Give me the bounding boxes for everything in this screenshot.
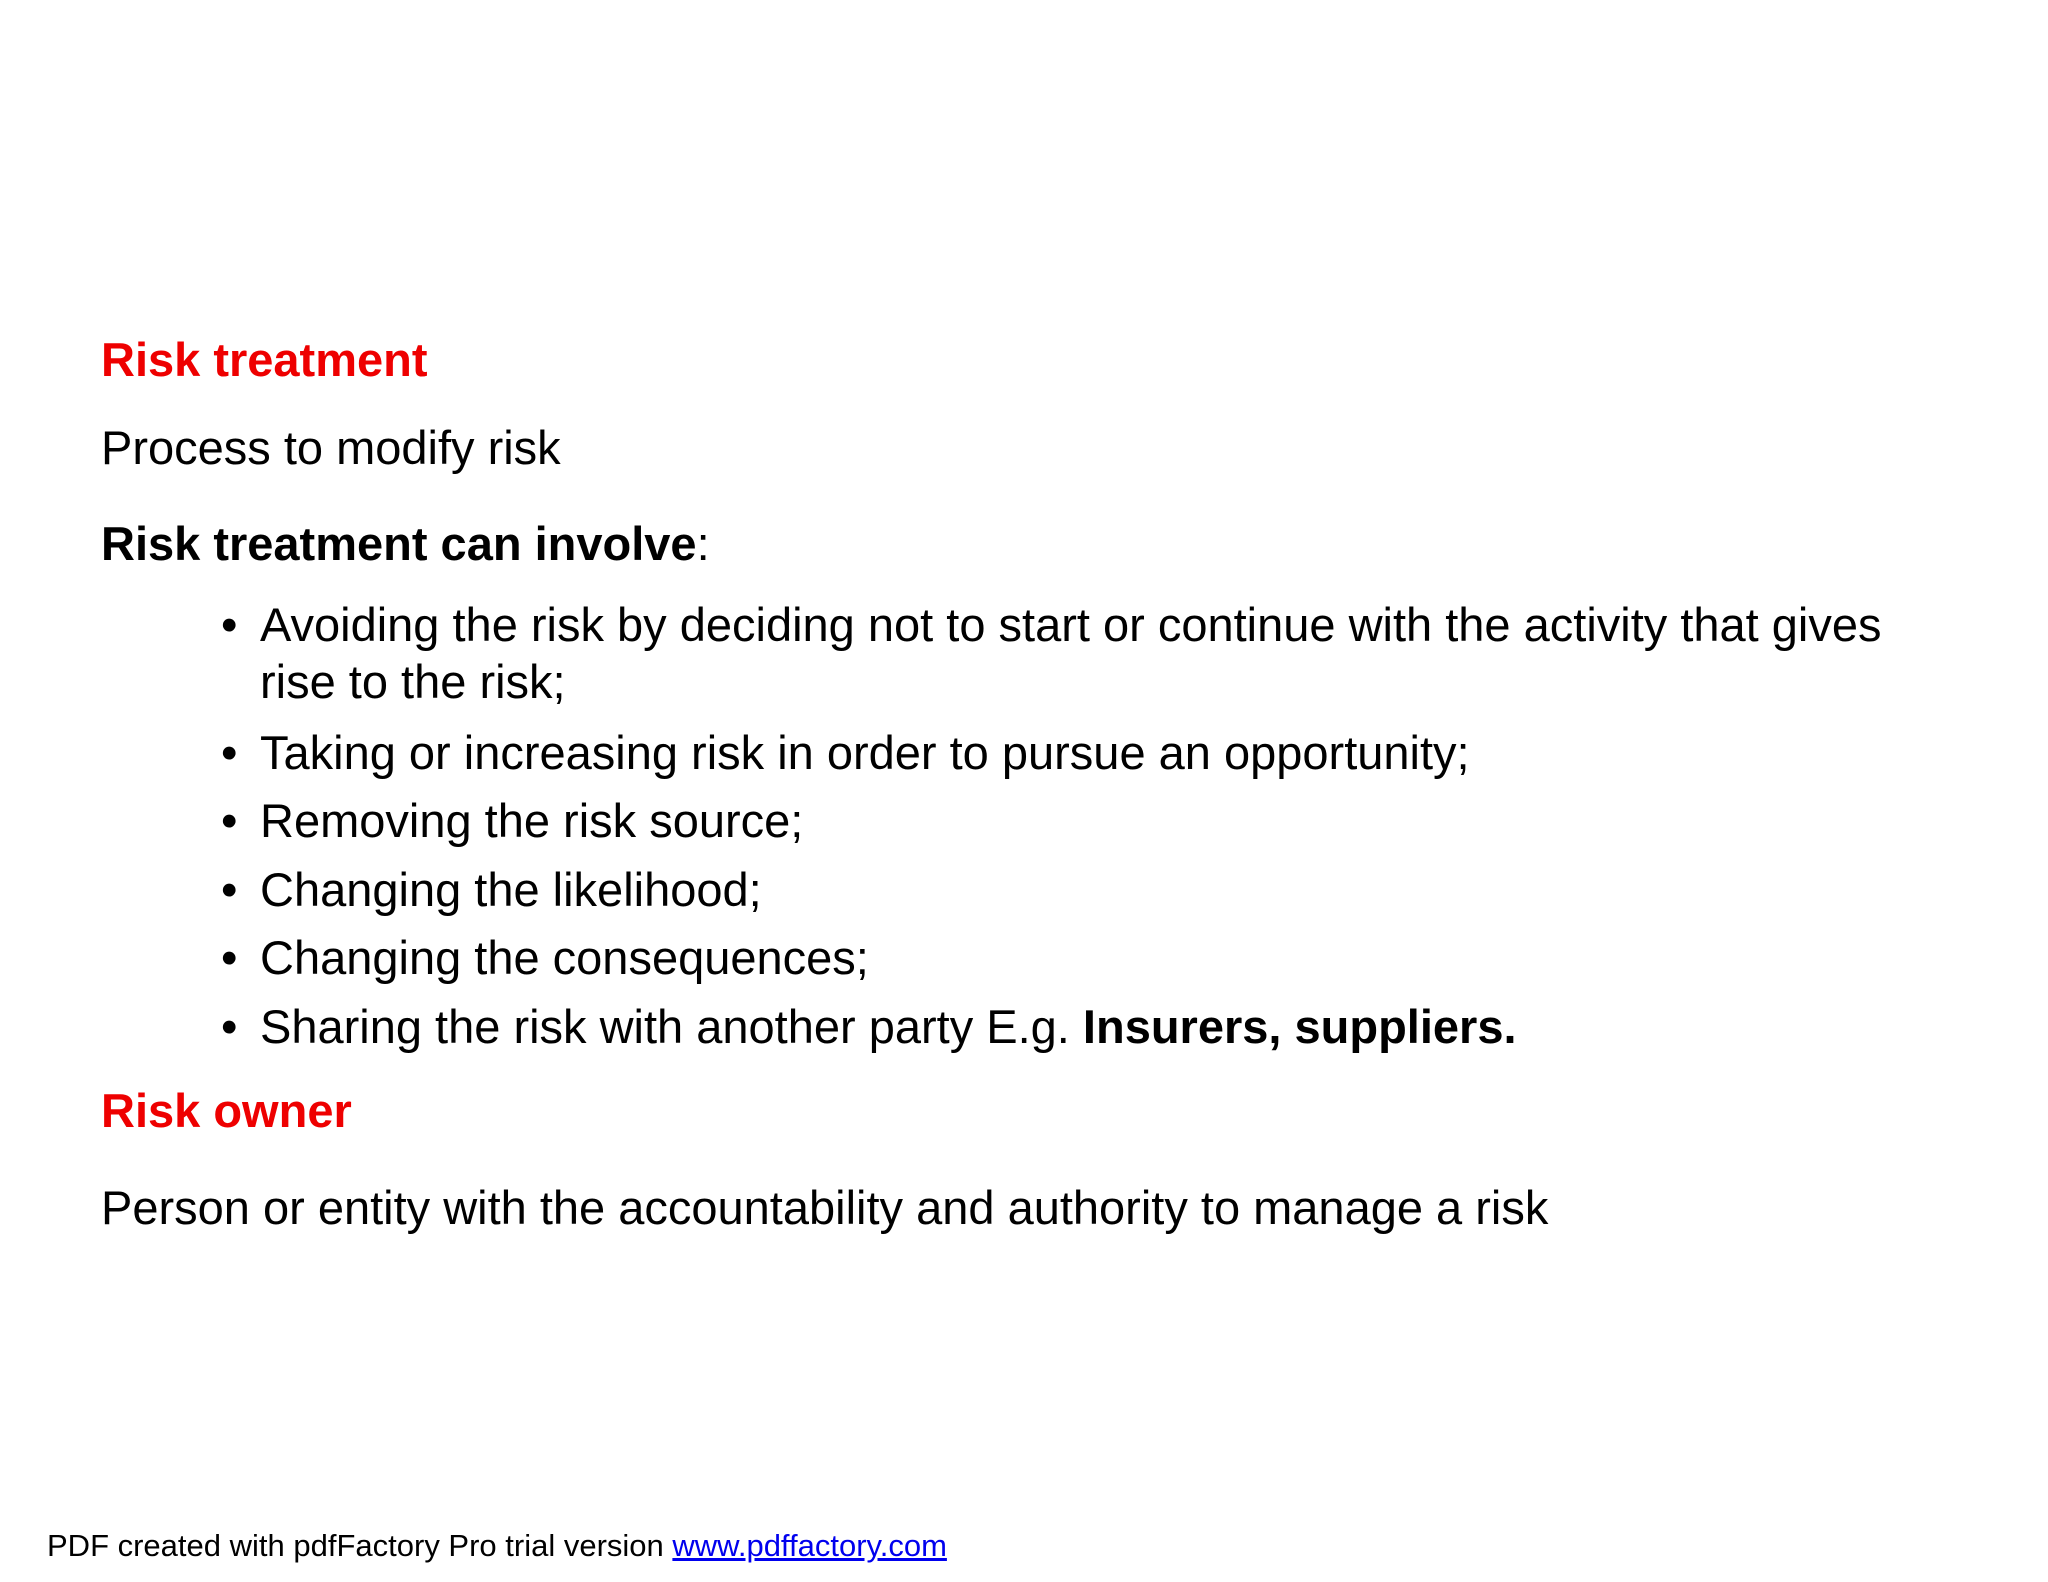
risk-treatment-involve-label bbox=[101, 516, 710, 572]
pdffactory-link[interactable]: www.pdffactory.com bbox=[672, 1528, 947, 1563]
bullet-icon: • bbox=[221, 863, 238, 916]
bullet-icon: • bbox=[221, 1000, 238, 1053]
risk-treatment-definition: Process to modify risk bbox=[101, 421, 561, 474]
list-item-text-bold: Insurers, suppliers. bbox=[1082, 1000, 1517, 1053]
risk-owner-heading: Risk owner bbox=[101, 1084, 352, 1137]
bullet-icon: • bbox=[221, 931, 238, 984]
bullet-icon: • bbox=[221, 726, 238, 779]
list-item-text-continuation: rise to the risk; bbox=[260, 655, 566, 708]
list-item-text: Avoiding the risk by deciding not to start or continue with the activity that gives bbox=[260, 598, 1882, 651]
risk-treatment-heading: Risk treatment bbox=[101, 333, 428, 386]
bullet-icon: • bbox=[221, 794, 238, 847]
list-item-text: Changing the likelihood; bbox=[260, 863, 762, 916]
list-item-text-regular: Sharing the risk with another party E.g. bbox=[260, 1000, 1083, 1053]
bullet-icon: • bbox=[221, 598, 238, 651]
list-item-text: Taking or increasing risk in order to pursue an opportunity; bbox=[260, 726, 1470, 779]
pdf-footer bbox=[47, 1528, 947, 1564]
footer-text: PDF created with pdfFactory Pro trial version bbox=[47, 1528, 673, 1563]
risk-owner-definition: Person or entity with the accountability and authority to manage a risk bbox=[101, 1181, 1549, 1234]
involve-label-bold: Risk treatment can involve bbox=[101, 517, 697, 570]
list-item-text bbox=[260, 998, 1517, 1055]
list-item-text: Changing the consequences; bbox=[260, 931, 869, 984]
involve-label-colon: : bbox=[696, 517, 710, 570]
list-item-text: Removing the risk source; bbox=[260, 794, 804, 847]
